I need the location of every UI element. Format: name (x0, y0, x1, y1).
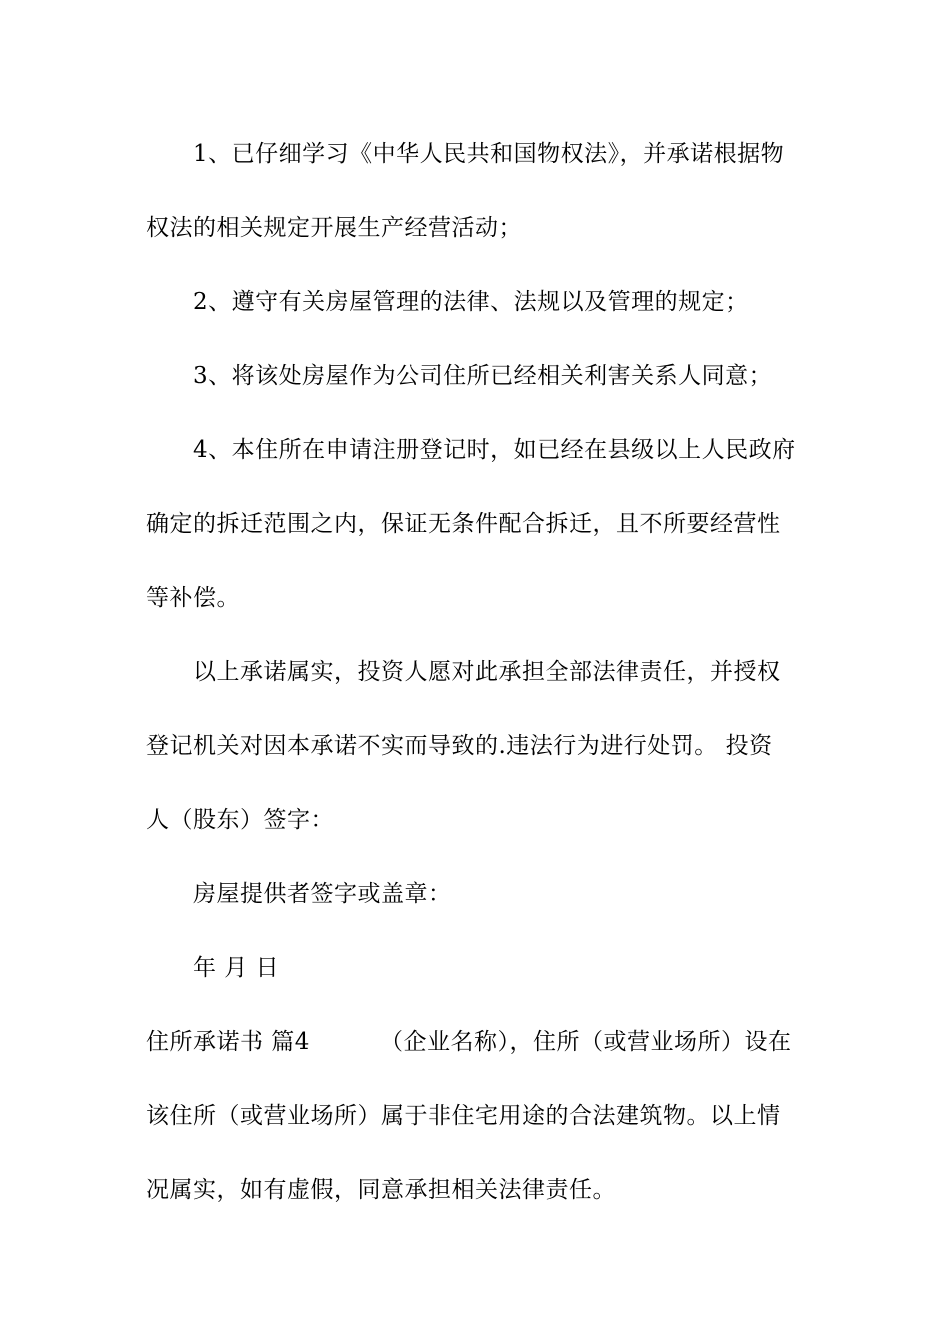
paragraph-2: 2、遵守有关房屋管理的法律、法规以及管理的规定； (193, 289, 749, 315)
section-heading: 住所承诺书 篇4 (146, 1029, 310, 1055)
date-line: 年 月 日 (193, 955, 280, 981)
paragraph-5-line-2: 登记机关对因本承诺不实而导致的.违法行为进行处罚。 投资 (146, 733, 773, 759)
paragraph-5-line-1: 以上承诺属实，投资人愿对此承担全部法律责任，并授权 (193, 659, 781, 685)
paragraph-3: 3、将该处房屋作为公司住所已经相关利害关系人同意； (193, 363, 773, 389)
paragraph-1-line-1: 1、已仔细学习《中华人民共和国物权法》，并承诺根据物 (193, 141, 785, 167)
section-heading-line (146, 1027, 806, 1057)
paragraph-4-line-2: 确定的拆迁范围之内，保证无条件配合拆迁，且不所要经营性 (146, 511, 781, 537)
paragraph-4-line-3: 等补偿。 (146, 585, 240, 611)
section-body-line-3: 况属实，如有虚假，同意承担相关法律责任。 (146, 1177, 616, 1203)
paragraph-4-line-1: 4、本住所在申请注册登记时，如已经在县级以上人民政府 (193, 437, 796, 463)
section-body-line-2: 该住所（或营业场所）属于非住宅用途的合法建筑物。以上情 (146, 1103, 781, 1129)
paragraph-5-line-3: 人（股东）签字： (146, 807, 334, 833)
paragraph-1-line-2: 权法的相关规定开展生产经营活动； (146, 215, 522, 241)
section-body-start: （企业名称），住所（或营业场所）设在 (379, 1029, 792, 1055)
landlord-signature-line: 房屋提供者签字或盖章： (193, 881, 452, 907)
